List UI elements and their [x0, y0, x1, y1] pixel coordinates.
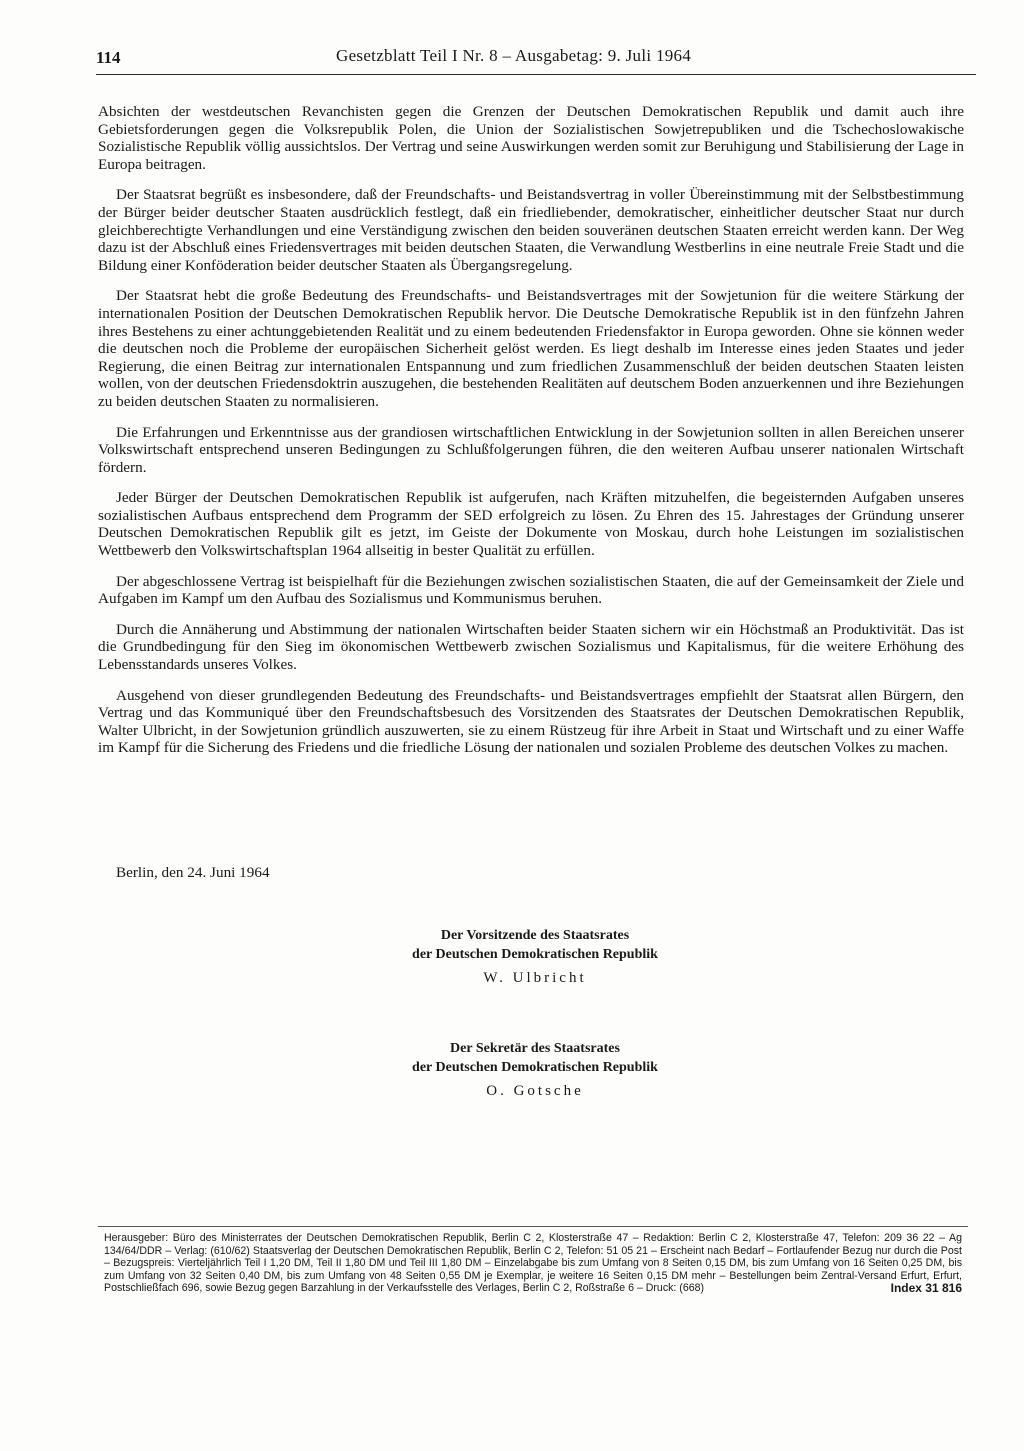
page-number: 114 — [96, 48, 121, 67]
signature-title: der Deutschen Demokratischen Republik — [412, 947, 658, 962]
signature-name: O. Gotsche — [486, 1083, 584, 1099]
paragraph: Die Erfahrungen und Erkenntnisse aus der grandiosen wirtschaftlichen Entwicklung in der Sowjetunion sollten in allen Bereichen unserer Volkswirtschaft entsprechend unseren Bedingungen zu Schlußfolgerungen führen, die den weiteren Aufbau unserer nationalen Wirtschaft fördern. — [98, 423, 964, 476]
body-text — [98, 103, 964, 770]
running-head: Gesetzblatt Teil I Nr. 8 – Ausgabetag: 9. Juli 1964 — [336, 46, 692, 65]
imprint-rule — [98, 1226, 968, 1227]
imprint-text: Herausgeber: Büro des Ministerrates der Deutschen Demokratischen Republik, Berlin C 2, Klosterstraße 47 – Redaktion: Berlin C 2, Klosterstraße 47, Telefon: 209 36 22 – Ag 134/64/DDR – Verlag: (610/62) Staatsverlag der Deutschen Demokratischen Republik, Berlin C 2, Telefon: 51 05 21 – Erscheint nach Bedarf – Fortlaufender Bezug nur durch die Post – Bezugspreis: Vierteljährlich Teil I 1,20 DM, Teil II 1,80 DM und Teil III 1,80 DM – Einzelabgabe bis zum Umfang von 8 Seiten 0,15 DM, bis zum Umfang von 16 Seiten 0,25 DM, bis zum Umfang von 32 Seiten 0,40 DM, bis zum Umfang von 48 Seiten 0,55 DM je Exemplar, je weitere 16 Seiten 0,15 DM mehr – Bestellungen beim Zentral-Versand Erfurt, Erfurt, Postschließfach 696, sowie Bezug gegen Barzahlung in der Verkaufsstelle des Verlages, Berlin C 2, Roßstraße 6 – Druck: (668) — [104, 1232, 962, 1295]
imprint-index: Index 31 816 — [890, 1281, 962, 1296]
paragraph: Ausgehend von dieser grundlegenden Bedeutung des Freundschafts- und Beistandsvertrages empfiehlt der Staatsrat allen Bürgern, den Vertrag und das Kommuniqué über den Freundschaftsbesuch des Vorsitzenden des Staatsrates der Deutschen Demokratischen Republik, Walter Ulbricht, in der Sowjetunion gründlich auszuwerten, sie zu einem Rüstzeug für ihre Arbeit in Staat und Wirtschaft und zu einer Waffe im Kampf für die Sicherung des Friedens und die friedliche Lösung der nationalen und sozialen Probleme des deutschen Volkes zu machen. — [98, 686, 964, 757]
paragraph: Der Staatsrat hebt die große Bedeutung des Freundschafts- und Beistandsvertrages mit der Sowjetunion für die weitere Stärkung der internationalen Position der Deutschen Demokratischen Republik hervor. Die Deutsche Demokratische Republik ist in den fünfzehn Jahren ihres Bestehens zu einer achtunggebietenden Realität und zu einem bedeutenden Friedensfaktor in Europa geworden. Ohne sie können weder die deutschen noch die Probleme der europäischen Sicherheit gelöst werden. Es liegt deshalb im Interesse eines jeden Staates und jeder Regierung, die einen Beitrag zur internationalen Entspannung und zum friedlichen Zusammenschluß der beiden deutschen Staaten leisten wollen, von der deutschen Friedensdoktrin auszugehen, die bestehenden Realitäten auf deutschem Boden anzuerkennen und ihre Beziehungen zu beiden deutschen Staaten zu normalisieren. — [98, 287, 964, 410]
paragraph: Absichten der westdeutschen Revanchisten gegen die Grenzen der Deutschen Demokratischen Republik und damit auch ihre Gebietsforderungen gegen die Volksrepublik Polen, die Union der Sozialistischen Sowjetrepubliken und die Tschechoslowakische Sozialistische Republik völlig aussichtslos. Der Vertrag und seine Auswirkungen werden somit zur Beruhigung und Stabilisierung der Lage in Europa beitragen. — [98, 103, 964, 173]
signature-block-secretary — [300, 1039, 770, 1101]
signature-title: der Deutschen Demokratischen Republik — [412, 1060, 658, 1075]
signature-title: Der Vorsitzende des Staatsrates — [440, 928, 630, 943]
paragraph: Durch die Annäherung und Abstimmung der nationalen Wirtschaften beider Staaten sichern wir ein Höchstmaß an Produktivität. Das ist die Grundbedingung für den Sieg im ökonomischen Wettbewerb zwischen Sozialismus und Kapitalismus, für die weitere Erhöhung des Lebensstandards unseres Volkes. — [98, 620, 964, 674]
page-header — [96, 44, 976, 74]
paragraph: Der abgeschlossene Vertrag ist beispielhaft für die Beziehungen zwischen sozialistischen Staaten, die auf der Gemeinsamkeit der Ziele und Aufgaben im Kampf um den Aufbau des Sozialismus und Kommunismus beruhen. — [98, 572, 964, 608]
paragraph: Jeder Bürger der Deutschen Demokratischen Republik ist aufgerufen, nach Kräften mitzuhelfen, die begeisternden Aufgaben unseres sozialistischen Aufbaus entsprechend dem Programm der SED erfolgreich zu lösen. Zu Ehren des 15. Jahrestages der Gründung unserer Deutschen Demokratischen Republik gilt es jetzt, im Geiste der Dokumente von Moskau, durch hohe Leistungen im sozialistischen Wettbewerb den Volkswirtschaftsplan 1964 allseitig in bester Qualität zu erfüllen. — [98, 489, 964, 560]
imprint — [104, 1232, 962, 1295]
header-rule — [96, 74, 976, 75]
signature-block-chairman — [300, 926, 770, 988]
signature-name: W. Ulbricht — [483, 970, 587, 986]
place-date: Berlin, den 24. Juni 1964 — [116, 864, 270, 881]
signature-title: Der Sekretär des Staatsrates — [450, 1041, 620, 1056]
paragraph: Der Staatsrat begrüßt es insbesondere, daß der Freundschafts- und Beistandsvertrag in voller Übereinstimmung mit der Selbstbestimmung der Bürger beider deutscher Staaten ausdrücklich festlegt, daß ein friedliebender, demokratischer, einheitlicher deutscher Staat nur durch gleichberechtigte Verhandlungen und eine Verständigung zwischen den beiden souveränen deutschen Staaten erreicht werden kann. Der Weg dazu ist der Abschluß eines Friedensvertrages mit beiden deutschen Staaten, die Verwandlung Westberlins in eine neutrale Freie Stadt und die Bildung einer Konföderation beider deutscher Staaten als Übergangsregelung. — [98, 186, 964, 274]
